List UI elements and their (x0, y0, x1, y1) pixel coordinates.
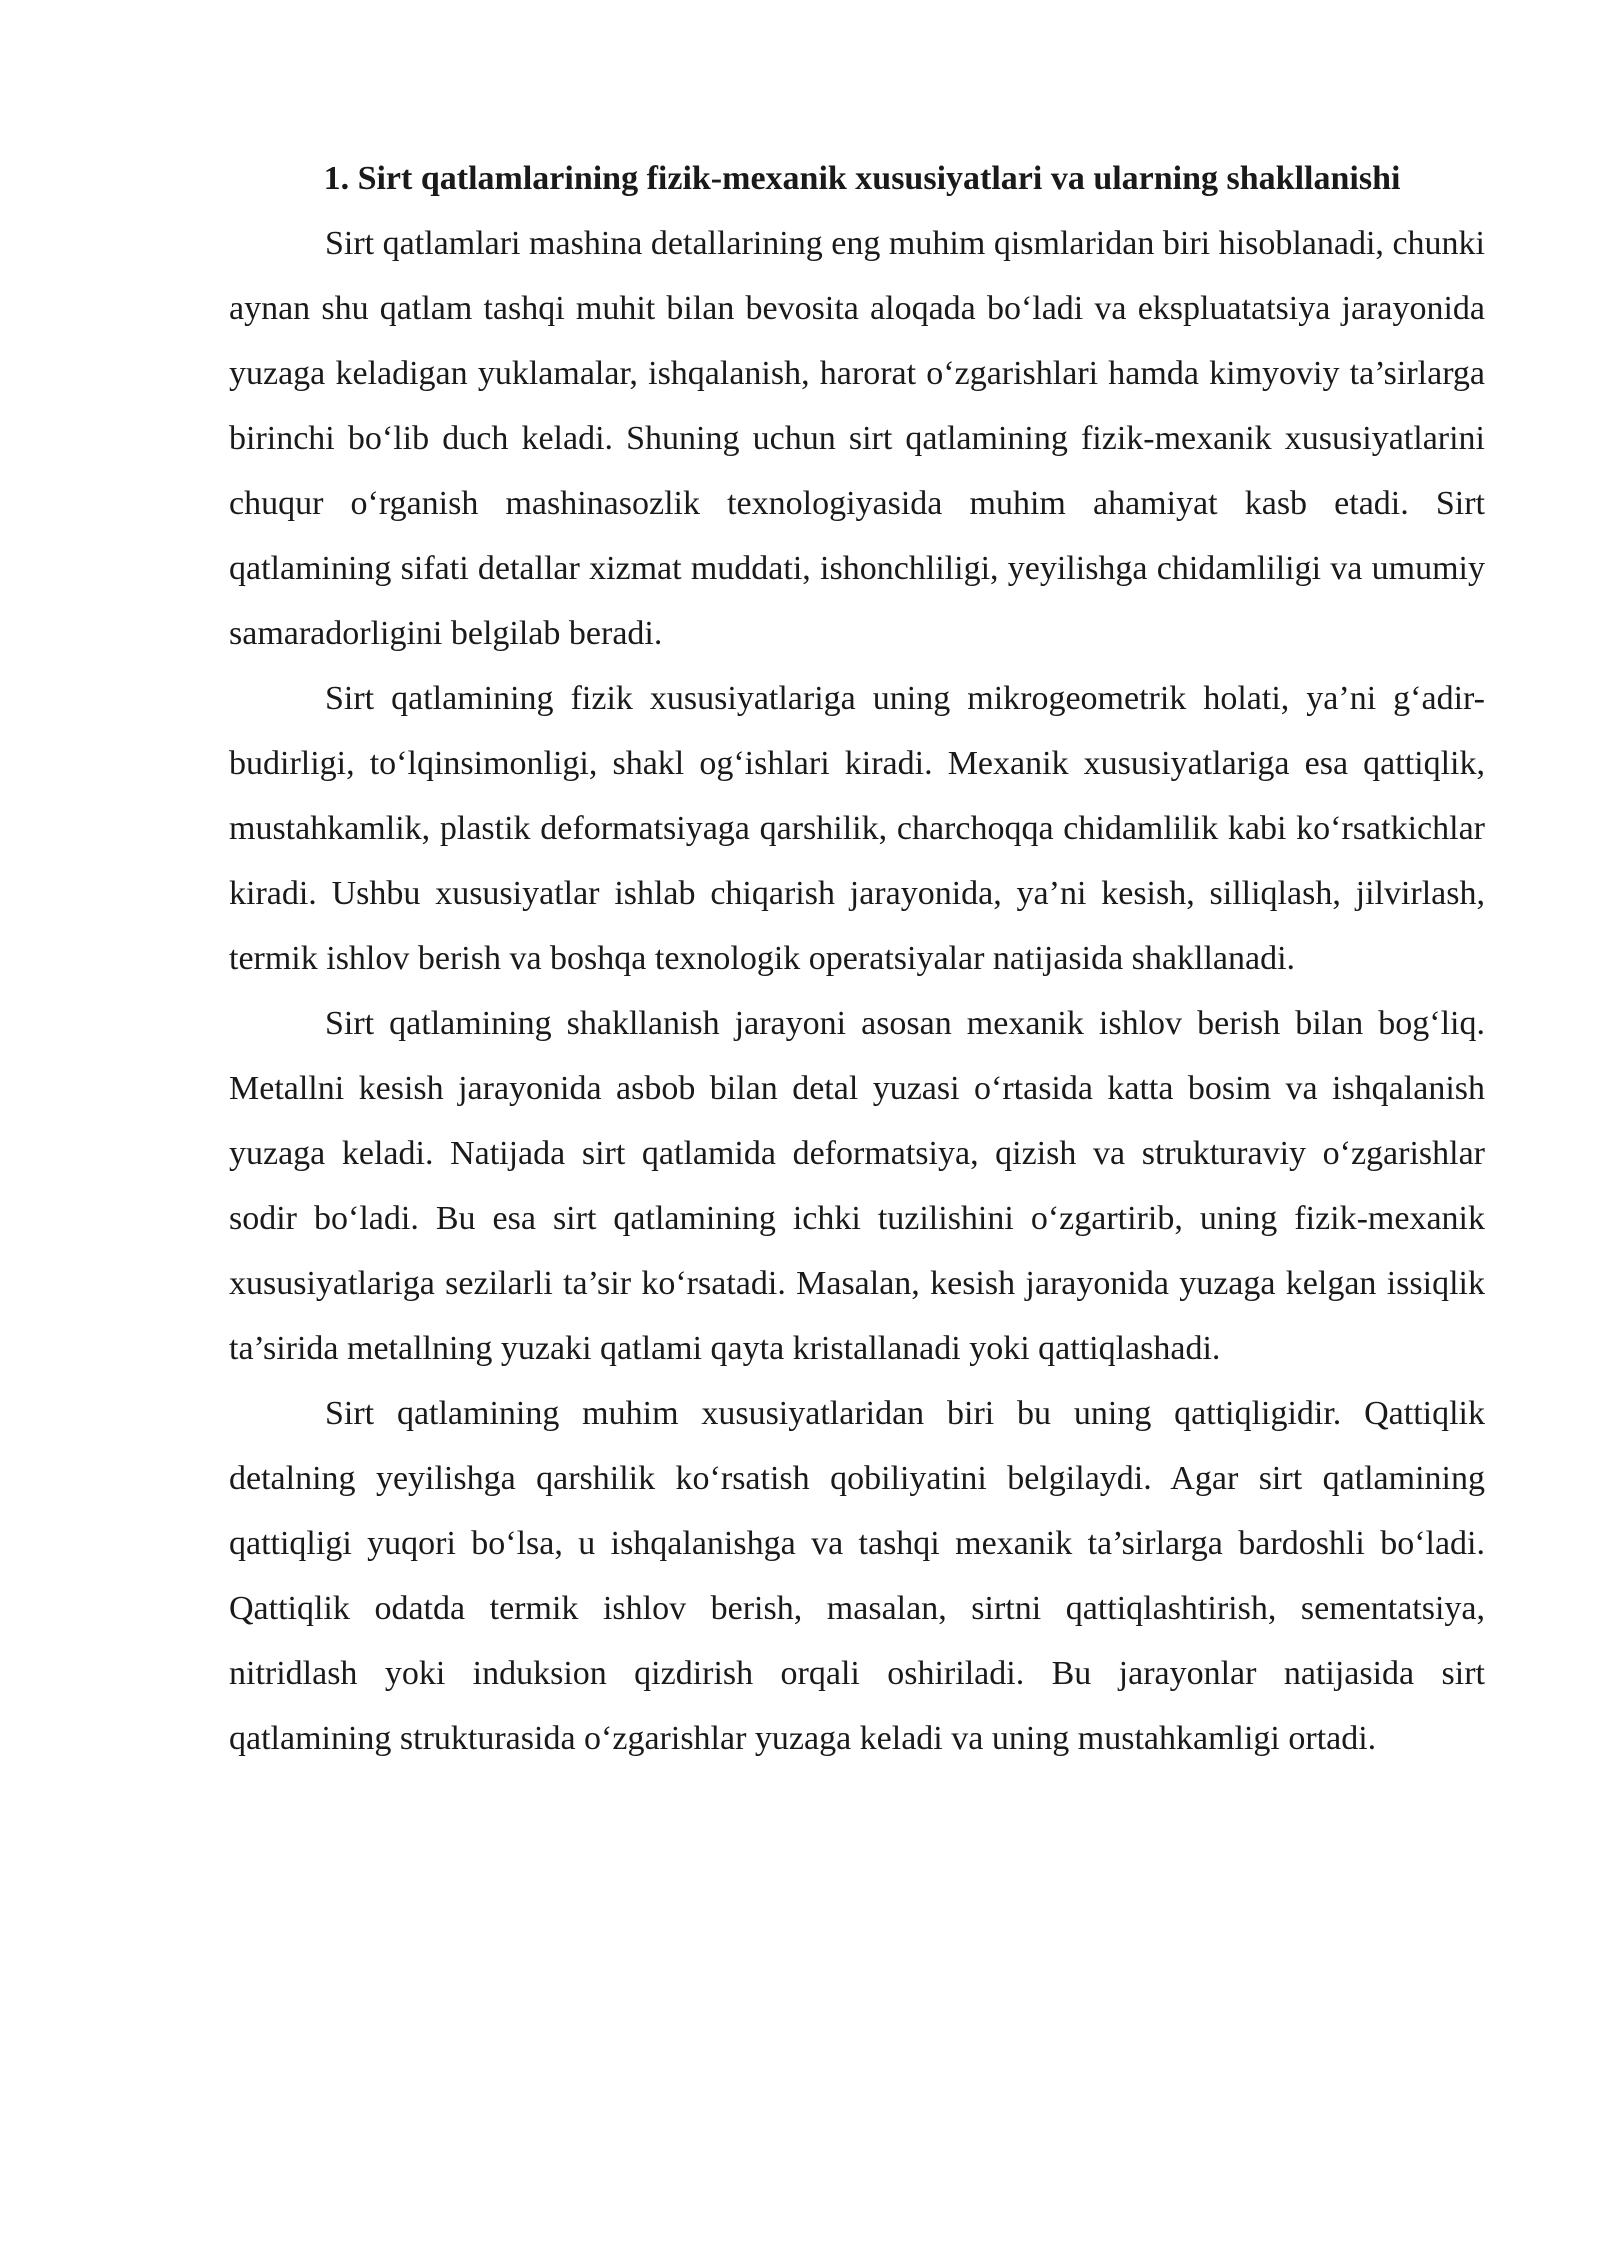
paragraph-3: Sirt qatlamining shakllanish jarayoni asosan mexanik ishlov berish bilan bog‘liq. Metallni kesish jarayonida asbob bilan detal yuzasi o‘rtasida katta bosim va ishqalanish yuzaga keladi. Natijada sirt qatlamida deformatsiya, qizish va strukturaviy o‘zgarishlar sodir bo‘ladi. Bu esa sirt qatlamining ichki tuzilishini o‘zgartirib, uning fizik-mexanik xususiyatlariga sezilarli ta’sir ko‘rsatadi. Masalan, kesish jarayonida yuzaga kelgan issiqlik ta’sirida metallning yuzaki qatlami qayta kristallanadi yoki qattiqlashadi. (229, 1005, 1485, 1367)
section-heading: 1. Sirt qatlamlarining fizik-mexanik xususiyatlari va ularning shakllanishi (323, 160, 1401, 197)
paragraph-2: Sirt qatlamining fizik xususiyatlariga uning mikrogeometrik holati, ya’ni g‘adir-budirligi, to‘lqinsimonligi, shakl og‘ishlari kiradi. Mexanik xususiyatlariga esa qattiqlik, mustahkamlik, plastik deformatsiyaga qarshilik, charchoqqa chidamlilik kabi ko‘rsatkichlar kiradi. Ushbu xususiyatlar ishlab chiqarish jarayonida, ya’ni kesish, silliqlash, jilvirlash, termik ishlov berish va boshqa texnologik operatsiyalar natijasida shakllanadi. (229, 680, 1485, 977)
document-body (229, 146, 1485, 1771)
paragraph-1: Sirt qatlamlari mashina detallarining eng muhim qismlaridan biri hisoblanadi, chunki aynan shu qatlam tashqi muhit bilan bevosita aloqada bo‘ladi va ekspluatatsiya jarayonida yuzaga keladigan yuklamalar, ishqalanish, harorat o‘zgarishlari hamda kimyoviy ta’sirlarga birinchi bo‘lib duch keladi. Shuning uchun sirt qatlamining fizik-mexanik xususiyatlarini chuqur o‘rganish mashinasozlik texnologiyasida muhim ahamiyat kasb etadi. Sirt qatlamining sifati detallar xizmat muddati, ishonchliligi, yeyilishga chidamliligi va umumiy samaradorligini belgilab beradi. (229, 225, 1485, 652)
paragraph-4: Sirt qatlamining muhim xususiyatlaridan biri bu uning qattiqligidir. Qattiqlik detalning yeyilishga qarshilik ko‘rsatish qobiliyatini belgilaydi. Agar sirt qatlamining qattiqligi yuqori bo‘lsa, u ishqalanishga va tashqi mexanik ta’sirlarga bardoshli bo‘ladi. Qattiqlik odatda termik ishlov berish, masalan, sirtni qattiqlashtirish, sementatsiya, nitridlash yoki induksion qizdirish orqali oshiriladi. Bu jarayonlar natijasida sirt qatlamining strukturasida o‘zgarishlar yuzaga keladi va uning mustahkamligi ortadi. (229, 1395, 1485, 1757)
